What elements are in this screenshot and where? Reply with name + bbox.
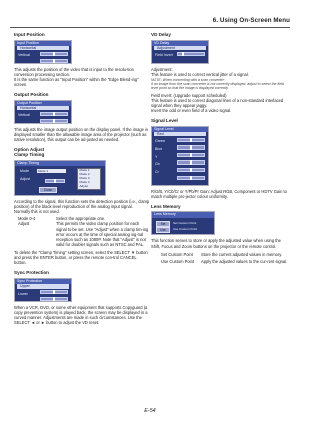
sync-protection-heading: Sync Protection [14, 270, 49, 276]
horizontal-slider[interactable] [40, 112, 68, 116]
vd-delay-text-5: Invert the odd or even field of a video signal. [151, 107, 232, 113]
y-slider[interactable] [177, 160, 205, 164]
vd-delay-text-1: Adjustment: [151, 66, 173, 72]
mode-option[interactable]: Mode 2 [79, 171, 90, 176]
cb-slider[interactable] [177, 168, 205, 172]
menu-row-red[interactable]: Red [154, 132, 206, 137]
menu-title: VD Delay [152, 41, 208, 46]
vd-delay-text-3: Field Invert: (Upgrade support scheduled) [151, 92, 227, 98]
slider-knob[interactable] [54, 179, 56, 183]
menu-row-cr[interactable]: Cr [155, 169, 159, 174]
menu-row-green[interactable]: Green [155, 139, 165, 144]
menu-title: Output Position [15, 101, 71, 106]
signal-level-heading: Signal Level [151, 118, 178, 124]
mode-options-list[interactable] [77, 168, 101, 190]
slider-knob[interactable] [53, 112, 55, 116]
mode-option[interactable]: Mode 3 [79, 175, 90, 180]
cr-slider[interactable] [177, 176, 205, 180]
menu-row-cb[interactable]: Cb [155, 162, 160, 167]
mode-dropdown[interactable]: Mode 1 [37, 169, 66, 173]
menu-row-vertical[interactable]: Vertical [18, 113, 30, 118]
signal-level-text: R/G/B, Y/Cb/Cr or Y/Pb/Pr Gain: Adjust RGB, Component or HDTV Gain to match multiple pro-jector colour uniformity. [151, 188, 287, 199]
vd-delay-note-title: NOTE: When connecting with a scan converter: [151, 77, 225, 82]
left-column [14, 32, 150, 325]
clamp-timing-footer: To delete the "Clamp Timing" setting screen, select the SELECT ▼ button and press the ENTER button, or press the remote con-trol CANCEL button. [14, 249, 148, 266]
upper-slider[interactable] [40, 290, 68, 294]
green-slider[interactable] [177, 145, 205, 149]
lens-memory-menu [151, 211, 215, 235]
mode-option[interactable]: Mode 1 [79, 168, 90, 173]
clamp-mode-definitions [14, 216, 150, 247]
menu-row-horizontal[interactable]: Horizontal [17, 106, 69, 111]
sync-protection-menu [14, 278, 72, 302]
definition-adjust [14, 221, 150, 246]
input-position-text: This adjusts the position of the video that is input to the resolu-tion conversion processing section. [14, 66, 134, 77]
vd-delay-note-text: If an image from the scan converter is not correctly displayed, adjust to select the field level point so that the image is displayed correctly. [151, 82, 284, 91]
use-custom-option: Use Custom Point [173, 226, 198, 231]
lens-memory-heading: Lens Memory [151, 203, 181, 209]
slider-knob[interactable] [182, 52, 184, 56]
input-position-menu [14, 40, 72, 64]
slider-knob[interactable] [190, 168, 192, 172]
mode-option[interactable]: Adjust [79, 183, 88, 188]
definition-text: Apply the adjusted values to the cur-rent signal. [201, 258, 288, 264]
slider-knob[interactable] [190, 160, 192, 164]
menu-title: Input Position [15, 41, 71, 46]
definition-set-custom-point [151, 252, 289, 257]
definition-text: Select the appropriate one. [56, 216, 106, 222]
menu-title: Clamp Timing [15, 161, 105, 166]
vertical-slider[interactable] [40, 119, 68, 123]
menu-row-lower[interactable]: Lower [18, 291, 28, 296]
set-custom-option: Set Custom Point [173, 220, 197, 225]
lens-memory-definitions [151, 252, 289, 264]
output-position-heading: Output Position [14, 91, 49, 97]
menu-title: Sync Protection [15, 279, 71, 284]
definition-term: Mode 0-4 [18, 216, 36, 222]
output-position-text: This adjusts the image output position on the display panel. If the image is displayed smaller than the allowable image area of the projector (such as native resolution), this output can be ad-justed as needed. [14, 126, 149, 142]
menu-title: Signal Level [152, 127, 208, 132]
use-button[interactable]: Use [156, 227, 170, 233]
chapter-title: 6. Using On-Screen Menu [212, 17, 290, 24]
definition-text: Store the current adjusted values in memory. [201, 251, 283, 257]
menu-title: Lens Memory [152, 212, 214, 217]
menu-row-upper[interactable]: Upper [17, 284, 69, 289]
option-adjust-heading: Option Adjust [14, 146, 45, 152]
menu-row-field-invert[interactable]: Field Invert [155, 53, 173, 58]
definition-use-custom-point [151, 259, 289, 264]
lower-slider[interactable] [40, 297, 68, 301]
blue-slider[interactable] [177, 153, 205, 157]
mode-option[interactable]: Mode 4 [79, 179, 90, 184]
vertical-slider[interactable] [40, 59, 68, 63]
header-divider [10, 27, 290, 28]
slider-knob[interactable] [53, 119, 55, 123]
page-header [0, 0, 300, 30]
sync-protection-text: When a VCR, DVD, or some other equipment that supports Copyguard (a copy prevention system) is played back, the screen may be displayed in a curved manner. Adjustments are made in such circumstances. Use the SELECT ◄ or ► button to adjust the VD reset. [14, 304, 148, 326]
clamp-timing-text: According to the signal, this function sets the detection position (i.e., clamp position) of the black level reproduction of the analog input signal. Normally this is not used. [14, 199, 150, 215]
input-position-text-2: It is the same function as "Input Position" within the "Edge Blend-ing" screen. [14, 76, 139, 87]
definition-term: Set Custom Point [161, 251, 193, 257]
page-number: E-54 [144, 408, 156, 414]
close-button[interactable]: Close [39, 187, 57, 193]
adjust-slider[interactable] [45, 179, 65, 183]
vd-delay-menu [151, 40, 209, 64]
slider-knob[interactable] [190, 176, 192, 180]
output-position-menu [14, 100, 72, 124]
menu-row-horizontal[interactable]: Horizontal [17, 46, 69, 51]
clamp-timing-heading: Clamp Timing [14, 152, 45, 158]
slider-knob[interactable] [53, 59, 55, 63]
menu-row-y[interactable]: Y [155, 154, 158, 159]
horizontal-slider[interactable] [40, 52, 68, 56]
definition-term: Adjust [18, 221, 30, 227]
set-button[interactable]: Set [156, 221, 170, 227]
adjust-label: Adjust [20, 177, 30, 182]
vd-delay-heading: VD Delay [151, 32, 171, 37]
menu-row-blue[interactable]: Blue [155, 147, 163, 152]
slider-knob[interactable] [190, 145, 192, 149]
clamp-timing-menu [14, 160, 106, 196]
menu-row-adjustment[interactable]: Adjustment [154, 46, 206, 51]
slider-knob[interactable] [190, 138, 192, 142]
lens-memory-text: This function serves to store or apply the adjusted value when using the Shift, Focus and Zoom buttons on the projector or the remote control. [151, 238, 281, 249]
slider-knob[interactable] [190, 153, 192, 157]
adjustment-slider[interactable] [177, 52, 205, 56]
vd-delay-text-2: This feature is used to correct vertical jitter of a signal. [151, 71, 249, 77]
slider-knob[interactable] [53, 290, 55, 294]
slider-knob[interactable] [53, 52, 55, 56]
right-column [151, 32, 289, 264]
slider-knob[interactable] [53, 297, 55, 301]
mode-label: Mode [20, 169, 29, 174]
vd-delay-text-4: This feature is used to correct diagonal lines of a non-standard interlaced signal when they appear jaggy. [151, 97, 284, 108]
definition-term: Use Custom Point [161, 258, 194, 264]
signal-level-menu [151, 126, 209, 186]
definition-text: This permits the video clamp position for each signal to be set. Use "Adjust" when a clamp tim-ing error occurs at the time of special analog sig-nal reception such as 1080P. Note that "Adjust" is not valid for doubler signals such as NTSC and PAL. [56, 221, 149, 247]
input-position-heading: Input Position [14, 32, 45, 37]
red-slider[interactable] [177, 138, 205, 142]
menu-row-vertical[interactable]: Vertical [18, 53, 30, 58]
